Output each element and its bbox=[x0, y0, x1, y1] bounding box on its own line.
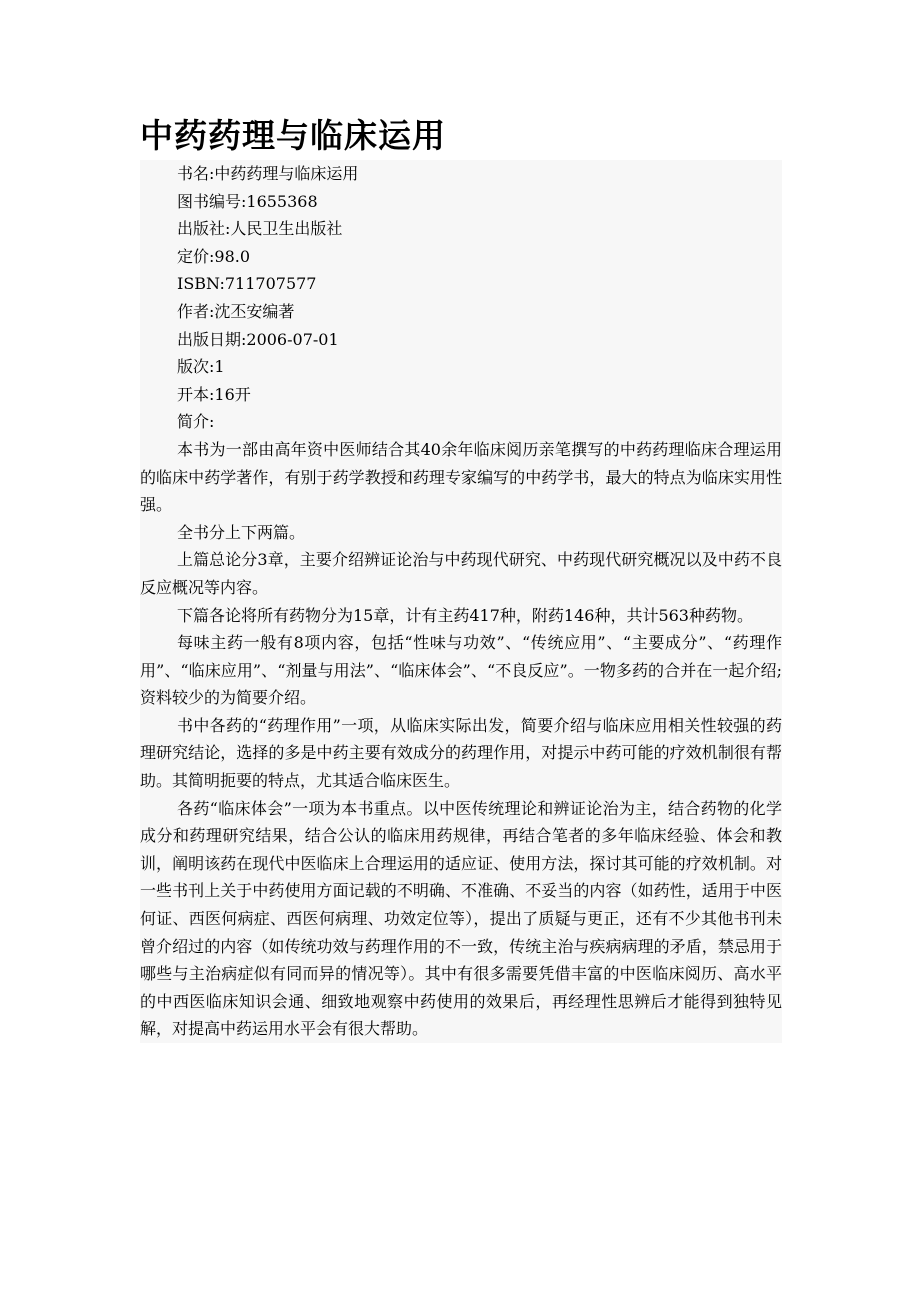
meta-format: 开本:16开 bbox=[177, 384, 251, 404]
meta-price: 定价:98.0 bbox=[177, 246, 251, 266]
meta-intro-label: 简介: bbox=[177, 412, 215, 432]
clinical-experience-paragraph: 各药“临床体会”一项为本书重点。以中医传统理论和辨证论治为主，结合药物的化学成分和药理研究结果，结合公认的临床用药规律，再结合笔者的多年临床经验、体会和教训，阐明该药在现代中医临床上合理运用的适应证、使用方法，探讨其可能的疗效机制。对一些书刊上关于中药使用方面记载的不明确、不准确、不妥当的内容（如药性，适用于中医何证、西医何病症、西医何病理、功效定位等），提出了质疑与更正，还有不少其他书刊未曾介绍过的内容（如传统功效与药理作用的不一致，传统主治与疾病病理的矛盾，禁忌用于哪些与主治病症似有同而异的情况等）。其中有很多需要凭借丰富的中医临床阅历、高水平的中西医临床知识会通、细致地观察中药使用的效果后，再经理性思辨后才能得到独特见解，对提高中药运用水平会有很大帮助。 bbox=[140, 798, 782, 1039]
structure-paragraph: 全书分上下两篇。 bbox=[177, 522, 306, 542]
part-two-paragraph: 下篇各论将所有药物分为15章，计有主药417种，附药146种，共计563种药物。 bbox=[177, 605, 753, 625]
meta-publisher: 出版社:人民卫生出版社 bbox=[177, 219, 343, 239]
intro-paragraph: 本书为一部由高年资中医师结合其40余年临床阅历亲笔撰写的中药药理临床合理运用的临床中药学著作，有别于药学教授和药理专家编写的中药学书，最大的特点为临床实用性强。 bbox=[140, 439, 782, 515]
meta-publish-date: 出版日期:2006-07-01 bbox=[177, 329, 339, 349]
meta-author: 作者:沈丕安编著 bbox=[177, 301, 295, 321]
meta-book-number: 图书编号:1655368 bbox=[177, 191, 318, 211]
book-info-section bbox=[140, 160, 782, 1043]
meta-isbn: ISBN:711707577 bbox=[177, 274, 317, 294]
page-title: 中药药理与临床运用 bbox=[140, 116, 446, 155]
part-one-paragraph: 上篇总论分3章，主要介绍辨证论治与中药现代研究、中药现代研究概况以及中药不良反应概况等内容。 bbox=[140, 550, 782, 597]
meta-edition: 版次:1 bbox=[177, 357, 225, 377]
entry-items-paragraph: 每味主药一般有8项内容，包括“性味与功效”、“传统应用”、“主要成分”、“药理作用”、“临床应用”、“剂量与用法”、“临床体会”、“不良反应”。一物多药的合并在一起介绍;资料较少的为简要介绍。 bbox=[140, 633, 782, 708]
meta-book-name: 书名:中药药理与临床运用 bbox=[177, 164, 359, 183]
pharmacology-paragraph: 书中各药的“药理作用”一项，从临床实际出发，简要介绍与临床应用相关性较强的药理研究结论，选择的多是中药主要有效成分的药理作用，对提示中药可能的疗效机制很有帮助。其简明扼要的特点，尤其适合临床医生。 bbox=[140, 715, 782, 791]
